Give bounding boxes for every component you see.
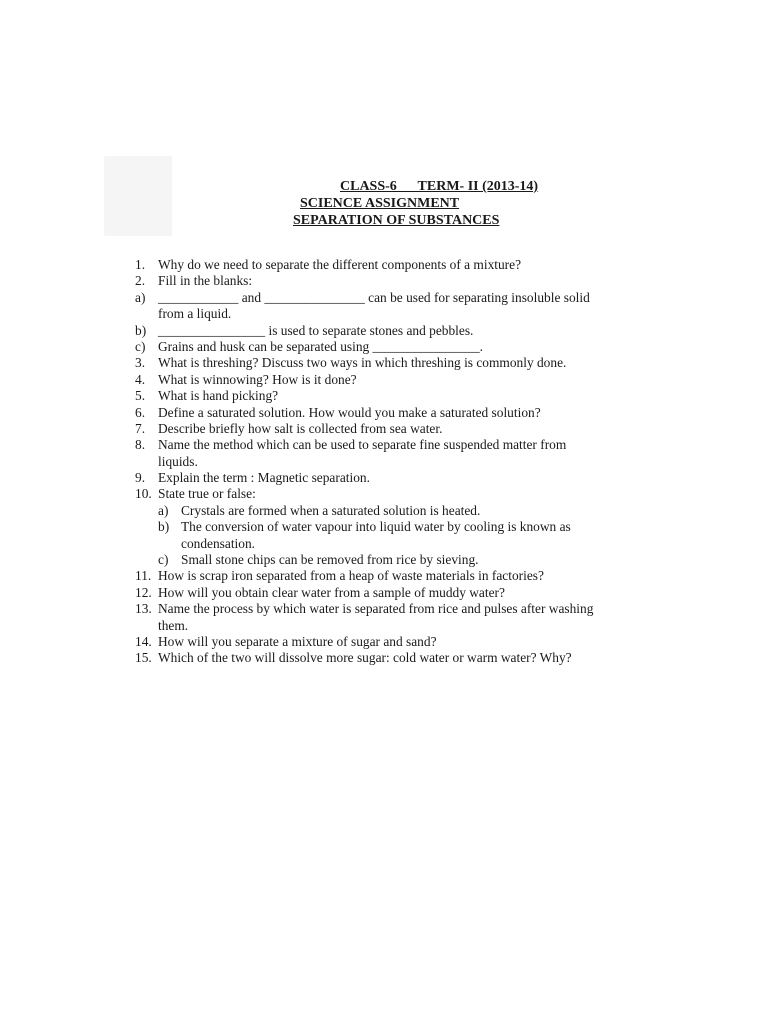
question-text: The conversion of water vapour into liquid water by cooling is known as bbox=[181, 519, 571, 535]
question-text: liquids. bbox=[158, 453, 198, 469]
question-item bbox=[0, 634, 768, 650]
question-item bbox=[0, 273, 768, 289]
question-text: What is threshing? Discuss two ways in which threshing is commonly done. bbox=[158, 355, 567, 371]
question-number: 14. bbox=[135, 633, 152, 649]
question-number: 7. bbox=[135, 420, 146, 436]
question-item bbox=[0, 536, 768, 552]
question-item bbox=[0, 601, 768, 617]
question-number: 10. bbox=[135, 486, 152, 502]
question-number: c) bbox=[135, 338, 146, 354]
question-item bbox=[0, 486, 768, 502]
question-item bbox=[0, 519, 768, 535]
subject-heading: SCIENCE ASSIGNMENT bbox=[300, 196, 460, 211]
question-number: 4. bbox=[135, 371, 146, 387]
question-item bbox=[0, 503, 768, 519]
question-item bbox=[0, 339, 768, 355]
question-item bbox=[0, 405, 768, 421]
question-text: ____________ and _______________ can be used for separating insoluble solid bbox=[158, 289, 590, 305]
question-number: 6. bbox=[135, 404, 146, 420]
chapter-title: SEPARATION OF SUBSTANCES bbox=[293, 213, 500, 228]
question-number: 5. bbox=[135, 388, 146, 404]
question-number: b) bbox=[158, 519, 170, 535]
question-number: 1. bbox=[135, 257, 146, 272]
question-text: How will you obtain clear water from a sample of muddy water? bbox=[158, 584, 505, 600]
question-text: condensation. bbox=[181, 535, 256, 551]
question-list bbox=[0, 257, 768, 667]
question-text: Which of the two will dissolve more sugar: cold water or warm water? Why? bbox=[158, 650, 572, 666]
school-logo-watermark bbox=[104, 156, 172, 236]
question-item bbox=[0, 421, 768, 437]
question-text: How is scrap iron separated from a heap of waste materials in factories? bbox=[158, 568, 544, 584]
question-item bbox=[0, 306, 768, 322]
question-item bbox=[0, 454, 768, 470]
question-number: c) bbox=[158, 552, 169, 568]
question-text: How will you separate a mixture of sugar and sand? bbox=[158, 633, 437, 649]
question-item bbox=[0, 290, 768, 306]
question-text: Crystals are formed when a saturated solution is heated. bbox=[181, 502, 481, 518]
question-item bbox=[0, 470, 768, 486]
question-item bbox=[0, 323, 768, 339]
question-number: 9. bbox=[135, 470, 146, 486]
question-text: Explain the term : Magnetic separation. bbox=[158, 470, 370, 486]
question-item bbox=[0, 388, 768, 404]
question-text: Define a saturated solution. How would you make a saturated solution? bbox=[158, 404, 541, 420]
question-text: from a liquid. bbox=[158, 306, 232, 322]
question-item bbox=[0, 650, 768, 666]
question-text: Small stone chips can be removed from rice by sieving. bbox=[181, 552, 479, 568]
question-item bbox=[0, 257, 768, 273]
question-number: 8. bbox=[135, 437, 146, 453]
question-item bbox=[0, 552, 768, 568]
question-text: State true or false: bbox=[158, 486, 256, 502]
question-number: b) bbox=[135, 322, 147, 338]
question-text: Fill in the blanks: bbox=[158, 273, 253, 289]
question-item bbox=[0, 585, 768, 601]
question-text: Why do we need to separate the different components of a mixture? bbox=[158, 257, 522, 272]
question-text: ________________ is used to separate stones and pebbles. bbox=[158, 322, 474, 338]
question-number: 12. bbox=[135, 584, 152, 600]
question-number: 13. bbox=[135, 601, 152, 617]
question-item bbox=[0, 568, 768, 584]
question-number: 15. bbox=[135, 650, 152, 666]
question-item bbox=[0, 618, 768, 634]
question-item bbox=[0, 437, 768, 453]
question-text: Describe briefly how salt is collected from sea water. bbox=[158, 420, 443, 436]
question-text: them. bbox=[158, 617, 189, 633]
question-text: What is winnowing? How is it done? bbox=[158, 371, 357, 387]
question-number: 3. bbox=[135, 355, 146, 371]
question-text: Grains and husk can be separated using ________________. bbox=[158, 338, 484, 354]
question-text: Name the method which can be used to separate fine suspended matter from bbox=[158, 437, 567, 453]
question-number: a) bbox=[158, 502, 169, 518]
question-item bbox=[0, 372, 768, 388]
question-text: What is hand picking? bbox=[158, 388, 279, 404]
question-text: Name the process by which water is separated from rice and pulses after washing bbox=[158, 601, 594, 617]
question-item bbox=[0, 355, 768, 371]
class-term-heading: CLASS-6 TERM- II (2013-14) bbox=[340, 179, 539, 194]
question-number: a) bbox=[135, 289, 146, 305]
question-number: 11. bbox=[135, 568, 152, 584]
question-number: 2. bbox=[135, 273, 146, 289]
